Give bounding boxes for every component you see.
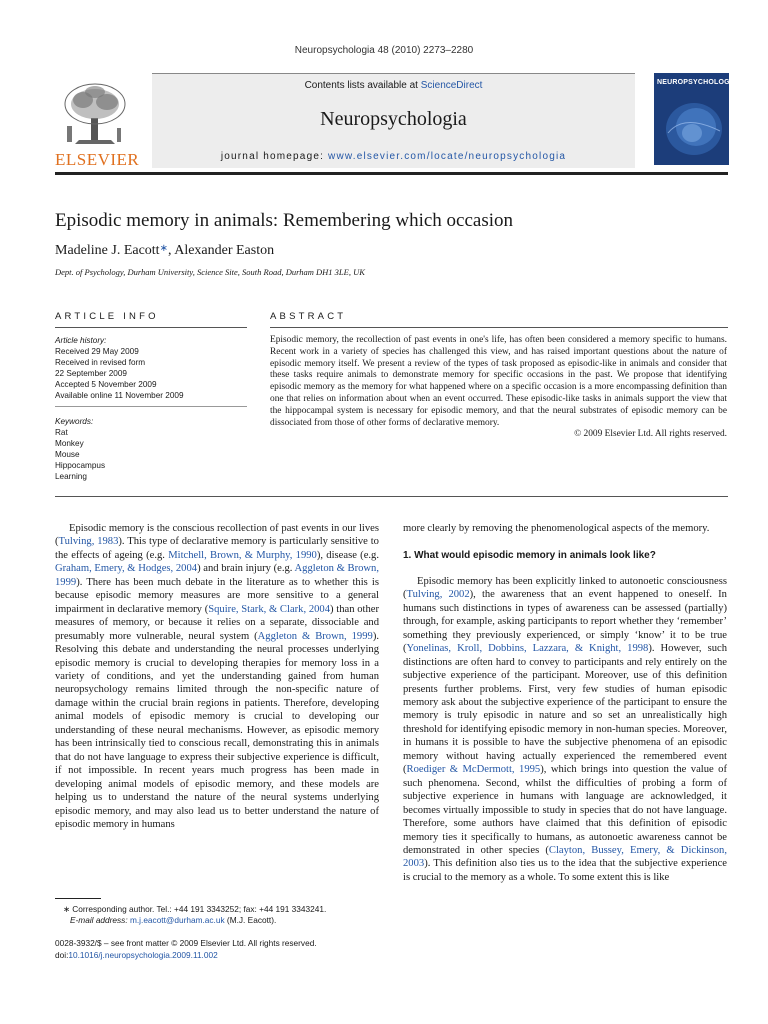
- article-info-heading: ARTICLE INFO: [55, 311, 159, 322]
- article-info-divider: [55, 406, 247, 407]
- author-list: [55, 243, 274, 259]
- email-label: E-mail address:: [70, 915, 130, 925]
- article-history: [55, 335, 184, 401]
- journal-homepage-link[interactable]: www.elsevier.com/locate/neuropsychologia: [328, 151, 567, 162]
- article-info-rule: [55, 327, 247, 328]
- body-text: ) and brain injury (e.g.: [197, 563, 295, 575]
- keyword: Monkey: [55, 439, 84, 448]
- front-matter: [55, 938, 317, 961]
- body-text: ). This type of declarative memory is particularly sensitive to the effects of ageing (e.g.: [55, 536, 379, 561]
- keywords-label: Keywords:: [55, 417, 94, 426]
- abstract-copyright: © 2009 Elsevier Ltd. All rights reserved.: [574, 429, 727, 440]
- history-line: Accepted 5 November 2009: [55, 380, 157, 389]
- keyword: Learning: [55, 472, 87, 481]
- body-paragraph: more clearly by removing the phenomenological aspects of the memory.: [403, 523, 710, 534]
- author-1[interactable]: Madeline J. Eacott: [55, 243, 160, 258]
- body-column-right: [403, 522, 727, 884]
- article-title: Episodic memory in animals: Remembering which occasion: [55, 210, 514, 231]
- banner-top-rule: [152, 73, 635, 74]
- author-2[interactable]: Alexander Easton: [174, 243, 275, 258]
- article-history-label: Article history:: [55, 336, 107, 345]
- elsevier-tree-icon: [55, 80, 135, 150]
- abstract-text: Episodic memory, the recollection of past events in one's life, has often been considered a memory specific to humans. Recent work in a variety of species has challenged this view, and has raised important questions about the nature of episodic memory itself. We present a review of the types of task proposed as episodic-like in animals and consider that these tasks require animals to demonstrate memory for specific occasions in the past. We propose that identifying episodic memory as the memory for what happened where on a specific occasion is a more encompassing definition than one that relies on information about when an event occurred. These episodic-like tasks in animals support the view that the hippocampal system is necessary for episodic memory, and that the neural substrates of episodic memory can be dissociated from those of other forms of declarative memory.: [270, 335, 727, 428]
- journal-name: Neuropsychologia: [320, 108, 467, 130]
- author-separator: ,: [167, 243, 175, 258]
- reference-link[interactable]: Clayton, Bussey, Emery, & Dickinson, 2003: [403, 844, 727, 870]
- reference-link[interactable]: Graham, Emery, & Hodges, 2004: [55, 563, 198, 575]
- journal-citation: Neuropsychologia 48 (2010) 2273–2280: [294, 45, 474, 56]
- email-suffix: (M.J. Eacott).: [224, 915, 277, 925]
- contents-prefix: Contents lists available at: [304, 80, 421, 91]
- footnote-mark: ∗: [63, 904, 70, 914]
- reference-link[interactable]: Tulving, 1983: [58, 536, 119, 548]
- abstract-rule: [270, 327, 728, 328]
- issn-line: 0028-3932/$ – see front matter © 2009 Elsevier Ltd. All rights reserved.: [55, 938, 317, 948]
- keywords-block: [55, 416, 105, 482]
- reference-link[interactable]: Aggleton & Brown, 1999: [257, 630, 373, 642]
- keyword: Rat: [55, 428, 68, 437]
- body-text: ), which brings into question the value of such phenomena. Second, whilst the difficulties of probing a form of subjective experience in humans with language are acknowledged, it becomes virtually impossible to study in species that do not have language. Therefore, some authors have claimed that this definition of episodic memory ties it specifically to humans, as autonoetic awareness cannot be demonstrated in other species (: [403, 764, 727, 856]
- doi-link[interactable]: 10.1016/j.neuropsychologia.2009.11.002: [68, 949, 218, 960]
- brain-scan-icon: [654, 73, 729, 165]
- corresponding-author-mark[interactable]: ∗: [159, 243, 168, 254]
- footnote-rule: [55, 898, 101, 899]
- header-rule: [55, 172, 728, 175]
- affiliation: Dept. of Psychology, Durham University, Science Site, South Road, Durham DH1 3LE, UK: [55, 267, 365, 277]
- body-text: ), the awareness that an event happened to oneself. In humans such distinctions in types of awareness can be assessed (partially) through, for example, asking participants to report whether they ‘remember’ something they previously experienced, or simply ‘know’ it to be true (: [403, 589, 727, 655]
- body-text: ). Resolving this debate and understanding the neural processes underlying episodic memory is crucial to developing therapies for memory loss in a variety of conditions, and yet the understanding gained from human neuropsychology remains limited through the non-specific nature of damage within the crucial brain regions in patients. Therefore, developing animal models of episodic memory is crucial to developing our understanding of these neural mechanisms. However, as episodic memory has been intrinsically tied to conscious recall, demonstrating this in animals that do not have language to express their subjective experience is difficult, if not impossible. In recent years much progress has been made in developing animal models of episodic memory, and these models are helping us to understand the nature of the neural systems underlying episodic memory, and may also lead us to better understand the nature of episodic memory in humans: [55, 630, 379, 830]
- doi-label: doi:: [55, 949, 69, 960]
- elsevier-logo[interactable]: [55, 80, 140, 170]
- history-line: Received in revised form: [55, 358, 146, 367]
- sciencedirect-link[interactable]: ScienceDirect: [420, 80, 483, 91]
- body-text: ) than other measures of memory, or because it relies on a separate, dissociable and presumably more vulnerable, neural system (: [55, 603, 379, 642]
- reference-link[interactable]: Tulving, 2002: [406, 589, 470, 601]
- body-column-left: [55, 522, 379, 831]
- email-link[interactable]: m.j.eacott@durham.ac.uk: [129, 915, 225, 925]
- body-paragraph: [55, 522, 379, 831]
- cover-title: NEUROPSYCHOLOGIA: [657, 79, 738, 86]
- body-text: Episodic memory has been explicitly linked to autonoetic consciousness (: [403, 575, 727, 601]
- reference-link[interactable]: Roediger & McDermott, 1995: [406, 764, 541, 776]
- body-text: ). There has been much debate in the literature as to whether this is because episodic memory measures are more sensitive to a general impairment in declarative memory (: [55, 576, 379, 615]
- abstract-block: [270, 335, 727, 441]
- history-line: 22 September 2009: [55, 369, 127, 378]
- body-text: Episodic memory is the conscious recollection of past events in our lives (: [55, 523, 379, 548]
- reference-link[interactable]: Yonelinas, Kroll, Dobbins, Lazzara, & Knight, 1998: [406, 643, 649, 655]
- reference-link[interactable]: Squire, Stark, & Clark, 2004: [208, 603, 331, 615]
- abstract-heading: ABSTRACT: [270, 311, 347, 322]
- contents-line: [152, 80, 635, 91]
- elsevier-wordmark: ELSEVIER: [55, 150, 140, 169]
- body-text: ), disease (e.g.: [316, 549, 379, 561]
- keyword: Hippocampus: [55, 461, 106, 470]
- body-text: ). However, such distinctions are often hard to convey to participants and rely entirely on the subjective experience of the participant. Moreover, use of this definition presents further problems. First, very few studies of human episodic memory ask about the subjective experience of the participant to ensure the memory is truly episodic in nature and so set an unrealistically high threshold for identifying episodic memory in non-human species. Moreover, in humans it is possible to have the subjective phenomena of an episodic memory without having actually experienced the remembered event (: [403, 643, 728, 776]
- journal-homepage-line: [152, 151, 635, 162]
- homepage-prefix: journal homepage:: [220, 151, 329, 162]
- keyword: Mouse: [55, 450, 80, 459]
- journal-cover-image[interactable]: [654, 73, 738, 165]
- footnote: [55, 904, 326, 926]
- history-line: Available online 11 November 2009: [55, 391, 184, 400]
- section-heading: 1. What would episodic memory in animals look like?: [403, 550, 656, 562]
- body-paragraph: [403, 575, 727, 884]
- body-text: ). This definition also ties us to the idea that the subjective experience is crucial to the memory as a whole. To some extent this is like: [403, 858, 727, 883]
- abstract-bottom-rule: [55, 496, 728, 497]
- reference-link[interactable]: Aggleton & Brown, 1999: [55, 563, 379, 588]
- reference-link[interactable]: Mitchell, Brown, & Murphy, 1990: [168, 549, 317, 561]
- history-line: Received 29 May 2009: [55, 347, 139, 356]
- footnote-contact: Corresponding author. Tel.: +44 191 3343252; fax: +44 191 3343241.: [69, 904, 327, 914]
